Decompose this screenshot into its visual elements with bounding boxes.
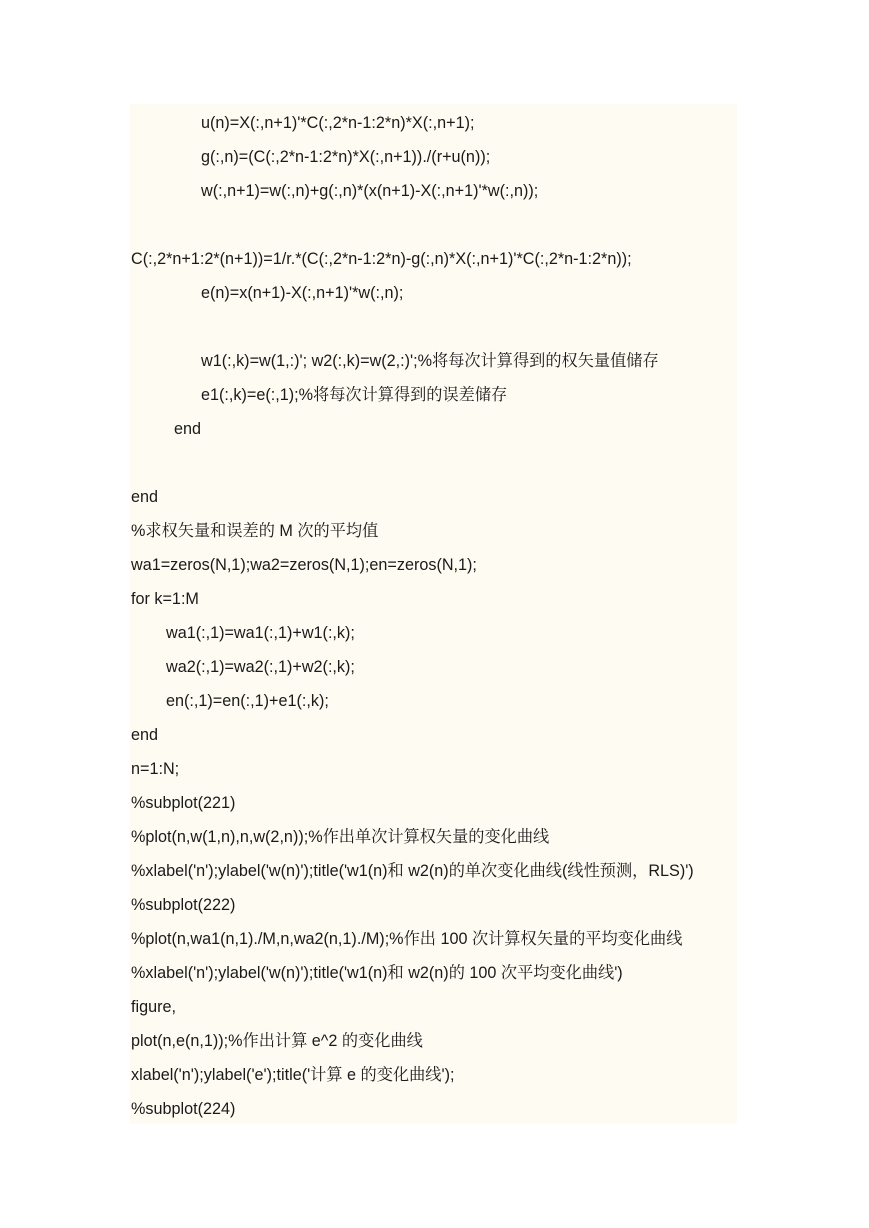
code-line: wa1(:,1)=wa1(:,1)+w1(:,k);	[166, 624, 355, 642]
code-line: xlabel('n');ylabel('e');title('计算 e 的变化曲线');	[131, 1066, 455, 1084]
code-line: wa1=zeros(N,1);wa2=zeros(N,1);en=zeros(N,1);	[131, 556, 477, 574]
code-line: end	[174, 420, 202, 438]
code-line: e1(:,k)=e(:,1);%将每次计算得到的误差储存	[201, 386, 508, 404]
code-line: %subplot(222)	[131, 896, 236, 914]
code-line: end	[131, 726, 159, 744]
code-line: %subplot(224)	[131, 1100, 236, 1118]
code-line: u(n)=X(:,n+1)'*C(:,2*n-1:2*n)*X(:,n+1);	[201, 114, 475, 132]
code-line: end	[131, 488, 159, 506]
code-line: for k=1:M	[131, 590, 199, 608]
code-listing	[130, 104, 737, 1124]
code-line: C(:,2*n+1:2*(n+1))=1/r.*(C(:,2*n-1:2*n)-g(:,n)*X(:,n+1)'*C(:,2*n-1:2*n));	[131, 250, 632, 268]
code-line: en(:,1)=en(:,1)+e1(:,k);	[166, 692, 329, 710]
code-line: %plot(n,w(1,n),n,w(2,n));%作出单次计算权矢量的变化曲线	[131, 828, 550, 846]
code-line: n=1:N;	[131, 760, 180, 778]
code-line: w1(:,k)=w(1,:)'; w2(:,k)=w(2,:)';%将每次计算得到的权矢量值储存	[201, 352, 659, 370]
code-line: %求权矢量和误差的 M 次的平均值	[131, 522, 379, 540]
code-line: %xlabel('n');ylabel('w(n)');title('w1(n)和 w2(n)的单次变化曲线(线性预测，RLS)')	[131, 862, 694, 880]
code-line: wa2(:,1)=wa2(:,1)+w2(:,k);	[166, 658, 355, 676]
code-line: e(n)=x(n+1)-X(:,n+1)'*w(:,n);	[201, 284, 404, 302]
code-line: %xlabel('n');ylabel('w(n)');title('w1(n)和 w2(n)的 100 次平均变化曲线')	[131, 964, 623, 982]
code-line: w(:,n+1)=w(:,n)+g(:,n)*(x(n+1)-X(:,n+1)'*w(:,n));	[201, 182, 539, 200]
code-line: plot(n,e(n,1));%作出计算 e^2 的变化曲线	[131, 1032, 423, 1050]
code-line: %plot(n,wa1(n,1)./M,n,wa2(n,1)./M);%作出 100 次计算权矢量的平均变化曲线	[131, 930, 683, 948]
code-line: g(:,n)=(C(:,2*n-1:2*n)*X(:,n+1))./(r+u(n));	[201, 148, 491, 166]
code-line: figure,	[131, 998, 176, 1016]
code-line: %subplot(221)	[131, 794, 236, 812]
